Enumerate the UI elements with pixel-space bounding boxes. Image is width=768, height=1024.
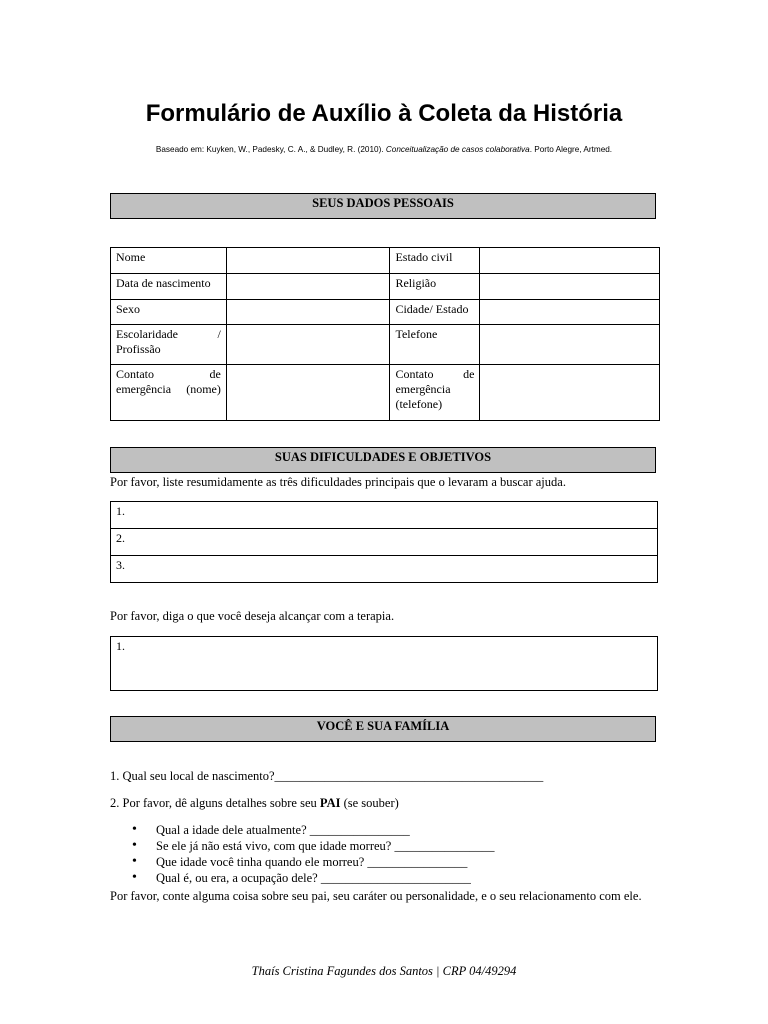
list-item: • Qual é, ou era, a ocupação dele? ________________________	[130, 870, 494, 886]
label-contato-emergencia-telefone: Contato de emergência (telefone)	[390, 365, 480, 421]
form-subtitle	[0, 145, 768, 154]
question-father	[110, 796, 658, 811]
difficulty-item[interactable]: 3.	[111, 556, 658, 583]
table-row[interactable]	[111, 502, 658, 529]
field-telefone[interactable]	[480, 325, 660, 365]
table-row	[111, 365, 660, 421]
difficulties-table	[110, 501, 658, 583]
field-contato-emergencia-telefone[interactable]	[480, 365, 660, 421]
difficulties-instruction: Por favor, liste resumidamente as três dificuldades principais que o levaram a buscar ajuda.	[110, 475, 566, 489]
label-estado-civil: Estado civil	[390, 248, 480, 274]
table-row[interactable]	[111, 637, 658, 691]
field-sexo[interactable]	[226, 300, 390, 325]
father-description-prompt: Por favor, conte alguma coisa sobre seu pai, seu caráter ou personalidade, e o seu relacionamento com ele.	[110, 889, 642, 903]
list-item: • Que idade você tinha quando ele morreu? ________________	[130, 854, 494, 870]
difficulty-item[interactable]: 1.	[111, 502, 658, 529]
section-header-personal: SEUS DADOS PESSOAIS	[110, 193, 656, 219]
label-cidade-estado: Cidade/ Estado	[390, 300, 480, 325]
field-estado-civil[interactable]	[480, 248, 660, 274]
question-birthplace: 1. Qual seu local de nascimento?___________________________________________	[110, 769, 544, 783]
table-row[interactable]	[111, 529, 658, 556]
subtitle-prefix: Baseado em: Kuyken, W., Padesky, C. A., & Dudley, R. (2010).	[155, 145, 386, 154]
subtitle-book-title: Conceitualização de casos colaborativa	[385, 145, 530, 154]
father-details-list	[130, 822, 494, 886]
label-telefone: Telefone	[390, 325, 480, 365]
list-item: • Qual a idade dele atualmente? ________________	[130, 822, 494, 838]
label-data-nascimento: Data de nascimento	[111, 274, 227, 300]
label-contato-emergencia-nome: Contato de emergência (nome)	[111, 365, 227, 421]
goals-instruction: Por favor, diga o que você deseja alcançar com a terapia.	[110, 609, 395, 623]
difficulty-item[interactable]: 2.	[111, 529, 658, 556]
field-religiao[interactable]	[480, 274, 660, 300]
subtitle-suffix: . Porto Alegre, Artmed.	[529, 145, 613, 154]
form-title: Formulário de Auxílio à Coleta da História	[145, 100, 623, 127]
table-row	[111, 248, 660, 274]
section-header-family: VOCÊ E SUA FAMÍLIA	[110, 716, 656, 742]
question-father-suffix: (se souber)	[340, 796, 399, 810]
table-row	[111, 274, 660, 300]
label-escolaridade: Escolaridade / Profissão	[111, 325, 227, 365]
table-row	[111, 300, 660, 325]
question-father-bold: PAI	[319, 796, 341, 810]
field-nome[interactable]	[226, 248, 390, 274]
field-escolaridade[interactable]	[226, 325, 390, 365]
field-contato-emergencia-nome[interactable]	[226, 365, 390, 421]
goals-table	[110, 636, 658, 691]
field-cidade-estado[interactable]	[480, 300, 660, 325]
table-row[interactable]	[111, 556, 658, 583]
goal-item[interactable]: 1.	[111, 637, 658, 691]
label-religiao: Religião	[390, 274, 480, 300]
label-sexo: Sexo	[111, 300, 227, 325]
field-data-nascimento[interactable]	[226, 274, 390, 300]
list-item: • Se ele já não está vivo, com que idade morreu? ________________	[130, 838, 494, 854]
table-row	[111, 325, 660, 365]
question-father-prefix: 2. Por favor, dê alguns detalhes sobre seu	[110, 796, 320, 810]
section-header-difficulties: SUAS DIFICULDADES E OBJETIVOS	[110, 447, 656, 473]
label-nome: Nome	[111, 248, 227, 274]
personal-data-table	[110, 247, 660, 421]
footer-signature: Thaís Cristina Fagundes dos Santos | CRP 04/49294	[251, 964, 517, 978]
